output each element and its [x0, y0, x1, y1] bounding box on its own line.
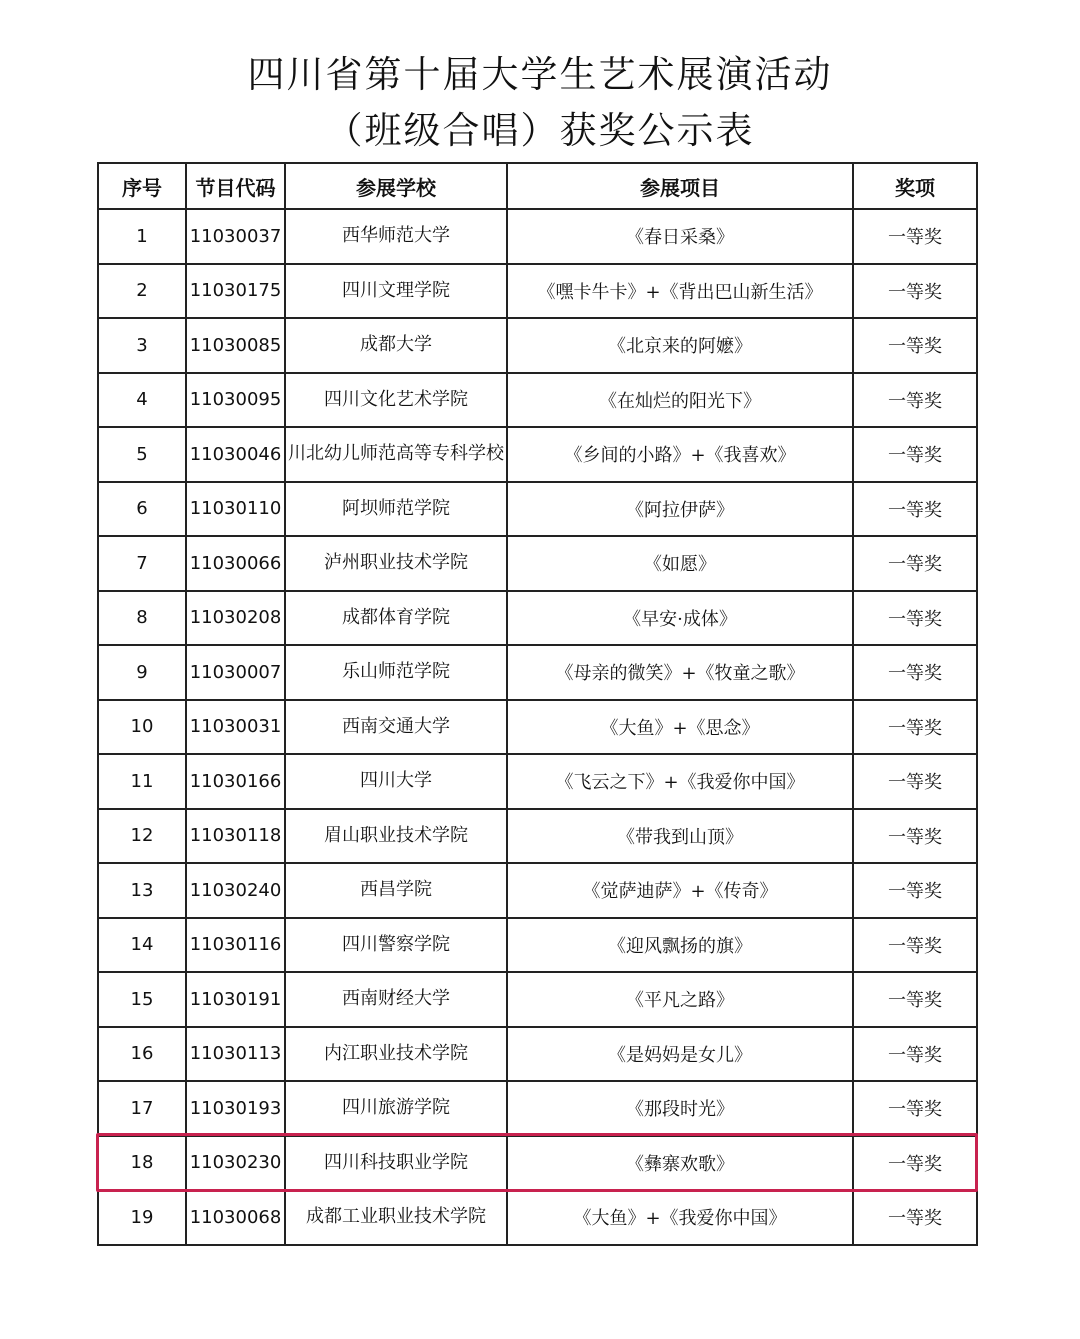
award-level: 一等奖: [853, 645, 977, 700]
table-row: [98, 918, 977, 973]
school-name: 成都大学: [285, 318, 507, 373]
award-level: 一等奖: [853, 1081, 977, 1136]
project-name: 《大鱼》+《我爱你中国》: [507, 1190, 853, 1245]
award-level: 一等奖: [853, 1136, 977, 1191]
award-level: 一等奖: [853, 209, 977, 264]
award-level: 一等奖: [853, 427, 977, 482]
header-no: 序号: [98, 163, 186, 209]
project-name: 《平凡之路》: [507, 972, 853, 1027]
school-name: 四川警察学院: [285, 918, 507, 973]
table-row: [98, 972, 977, 1027]
project-name: 《母亲的微笑》+《牧童之歌》: [507, 645, 853, 700]
project-name: 《乡间的小路》+《我喜欢》: [507, 427, 853, 482]
table-row: [98, 645, 977, 700]
project-name: 《是妈妈是女儿》: [507, 1027, 853, 1082]
row-number: 15: [98, 972, 186, 1027]
table-row: [98, 427, 977, 482]
school-name: 西华师范大学: [285, 209, 507, 264]
award-level: 一等奖: [853, 700, 977, 755]
table-row: [98, 1190, 977, 1245]
school-name: 西昌学院: [285, 863, 507, 918]
table-row: [98, 1081, 977, 1136]
row-number: 14: [98, 918, 186, 973]
table-header-row: [98, 163, 977, 209]
school-name: 四川文化艺术学院: [285, 373, 507, 428]
program-code: 11030007: [186, 645, 285, 700]
row-number: 9: [98, 645, 186, 700]
table-row: [98, 754, 977, 809]
award-level: 一等奖: [853, 318, 977, 373]
row-number: 6: [98, 482, 186, 537]
row-number: 5: [98, 427, 186, 482]
school-name: 四川文理学院: [285, 264, 507, 319]
row-number: 7: [98, 536, 186, 591]
row-number: 13: [98, 863, 186, 918]
project-name: 《觉萨迪萨》+《传奇》: [507, 863, 853, 918]
row-number: 11: [98, 754, 186, 809]
project-name: 《嘿卡牛卡》+《背出巴山新生活》: [507, 264, 853, 319]
school-name: 成都体育学院: [285, 591, 507, 646]
project-name: 《飞云之下》+《我爱你中国》: [507, 754, 853, 809]
row-number: 16: [98, 1027, 186, 1082]
row-number: 8: [98, 591, 186, 646]
school-name: 内江职业技术学院: [285, 1027, 507, 1082]
project-name: 《如愿》: [507, 536, 853, 591]
row-number: 18: [98, 1136, 186, 1191]
header-project: 参展项目: [507, 163, 853, 209]
program-code: 11030175: [186, 264, 285, 319]
program-code: 11030230: [186, 1136, 285, 1191]
table-row: [98, 264, 977, 319]
award-level: 一等奖: [853, 482, 977, 537]
row-number: 17: [98, 1081, 186, 1136]
project-name: 《北京来的阿嬷》: [507, 318, 853, 373]
school-name: 西南交通大学: [285, 700, 507, 755]
program-code: 11030240: [186, 863, 285, 918]
award-level: 一等奖: [853, 373, 977, 428]
school-name: 四川科技职业学院: [285, 1136, 507, 1191]
row-number: 4: [98, 373, 186, 428]
project-name: 《春日采桑》: [507, 209, 853, 264]
table-row: [98, 1027, 977, 1082]
table-row: [98, 373, 977, 428]
award-level: 一等奖: [853, 754, 977, 809]
award-level: 一等奖: [853, 1027, 977, 1082]
table-row: [98, 1136, 977, 1191]
school-name: 四川旅游学院: [285, 1081, 507, 1136]
award-level: 一等奖: [853, 264, 977, 319]
school-name: 眉山职业技术学院: [285, 809, 507, 864]
program-code: 11030208: [186, 591, 285, 646]
award-level: 一等奖: [853, 536, 977, 591]
project-name: 《早安·成体》: [507, 591, 853, 646]
project-name: 《带我到山顶》: [507, 809, 853, 864]
school-name: 泸州职业技术学院: [285, 536, 507, 591]
program-code: 11030110: [186, 482, 285, 537]
project-name: 《那段时光》: [507, 1081, 853, 1136]
school-name: 川北幼儿师范高等专科学校: [285, 427, 507, 482]
award-level: 一等奖: [853, 1190, 977, 1245]
row-number: 12: [98, 809, 186, 864]
program-code: 11030116: [186, 918, 285, 973]
award-level: 一等奖: [853, 972, 977, 1027]
table-row: [98, 700, 977, 755]
award-level: 一等奖: [853, 918, 977, 973]
program-code: 11030166: [186, 754, 285, 809]
row-number: 19: [98, 1190, 186, 1245]
awards-table: [97, 162, 978, 1246]
row-number: 2: [98, 264, 186, 319]
table-row: [98, 809, 977, 864]
header-school: 参展学校: [285, 163, 507, 209]
program-code: 11030085: [186, 318, 285, 373]
document-title-line1: 四川省第十届大学生艺术展演活动: [247, 53, 833, 96]
row-number: 10: [98, 700, 186, 755]
project-name: 《大鱼》+《思念》: [507, 700, 853, 755]
program-code: 11030046: [186, 427, 285, 482]
table-row: [98, 318, 977, 373]
row-number: 1: [98, 209, 186, 264]
program-code: 11030191: [186, 972, 285, 1027]
table-row: [98, 536, 977, 591]
program-code: 11030118: [186, 809, 285, 864]
school-name: 阿坝师范学院: [285, 482, 507, 537]
table-row: [98, 482, 977, 537]
program-code: 11030113: [186, 1027, 285, 1082]
award-level: 一等奖: [853, 591, 977, 646]
program-code: 11030193: [186, 1081, 285, 1136]
project-name: 《迎风飘扬的旗》: [507, 918, 853, 973]
document-title-line2: （班级合唱）获奖公示表: [325, 109, 755, 152]
program-code: 11030031: [186, 700, 285, 755]
project-name: 《在灿烂的阳光下》: [507, 373, 853, 428]
award-level: 一等奖: [853, 809, 977, 864]
project-name: 《阿拉伊萨》: [507, 482, 853, 537]
program-code: 11030068: [186, 1190, 285, 1245]
table-row: [98, 863, 977, 918]
project-name: 《彝寨欢歌》: [507, 1136, 853, 1191]
school-name: 四川大学: [285, 754, 507, 809]
table-row: [98, 591, 977, 646]
table-row: [98, 209, 977, 264]
header-code: 节目代码: [186, 163, 285, 209]
award-level: 一等奖: [853, 863, 977, 918]
school-name: 乐山师范学院: [285, 645, 507, 700]
school-name: 西南财经大学: [285, 972, 507, 1027]
program-code: 11030066: [186, 536, 285, 591]
row-number: 3: [98, 318, 186, 373]
program-code: 11030037: [186, 209, 285, 264]
program-code: 11030095: [186, 373, 285, 428]
header-award: 奖项: [853, 163, 977, 209]
school-name: 成都工业职业技术学院: [285, 1190, 507, 1245]
